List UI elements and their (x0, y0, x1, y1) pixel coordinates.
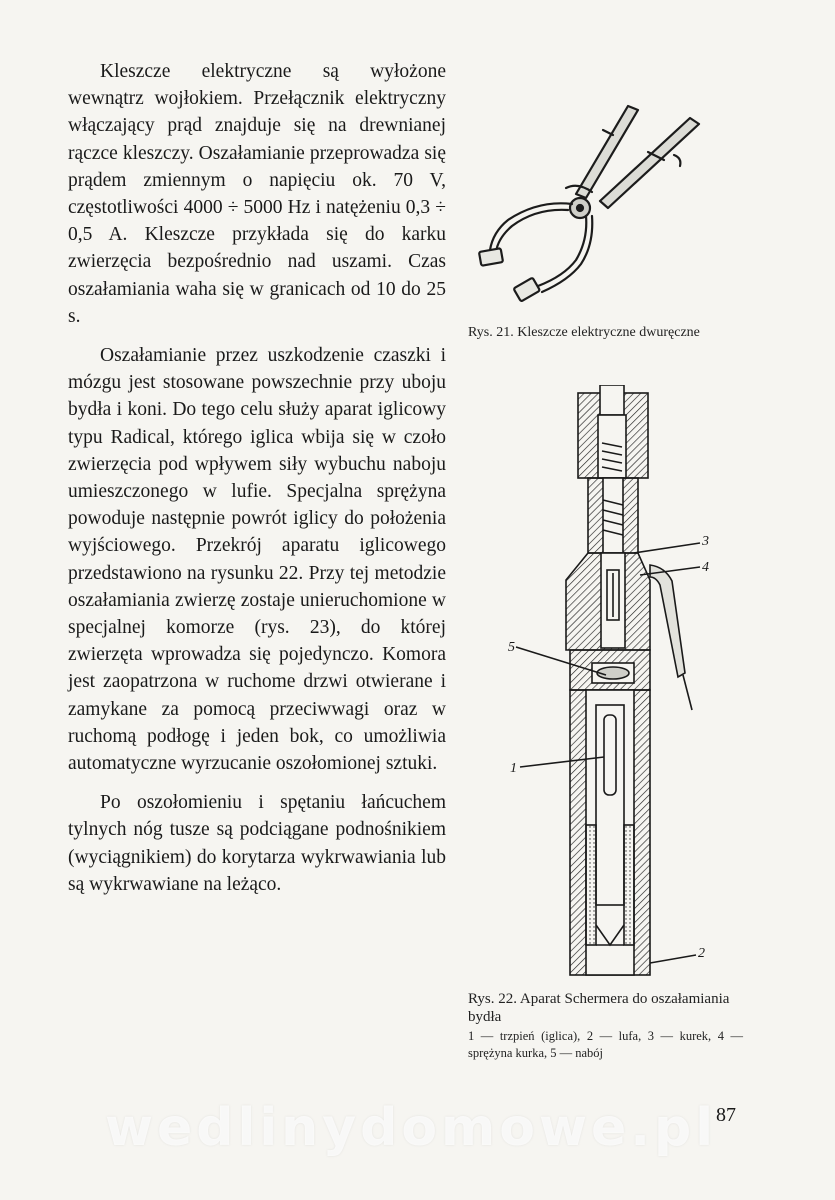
watermark: wedlinydomowe.pl (105, 1098, 718, 1158)
figure-21-electric-tongs (468, 100, 753, 320)
figure-22-legend: 1 — trzpień (iglica), 2 — lufa, 3 — kurek, 4 — sprężyna kurka, 5 — nabój (468, 1029, 743, 1060)
label-2: 2 (698, 946, 705, 961)
figure-22-caption (468, 990, 743, 1062)
figure-22-stunning-apparatus (500, 385, 740, 985)
label-3: 3 (702, 534, 709, 549)
figure-21-caption: Rys. 21. Kleszcze elektryczne dwuręczne (468, 325, 700, 340)
paragraph-1: Kleszcze elektryczne są wyłożone wewnątrz wojłokiem. Przełącznik elektryczny włączający prąd znajduje się na drewnianej rączce kleszczy. Oszałamianie przeprowadza się prądem zmiennym o napięciu ok. 70 V, częstotliwości 4000 ÷ 5000 Hz i natężeniu 0,3 ÷ 0,5 A. Kleszcze przykłada się do karku zwierzęcia bezpośrednio nad uszami. Czas oszałamiania waha się w granicach od 10 do 25 s. (68, 61, 446, 327)
body-text (68, 58, 446, 910)
page-number: 87 (716, 1104, 736, 1126)
label-4: 4 (702, 560, 709, 575)
figure-22-title: Rys. 22. Aparat Schermera do oszałamiania bydła (468, 991, 730, 1025)
label-1: 1 (510, 761, 517, 776)
paragraph-3: Po oszołomieniu i spętaniu łańcuchem tylnych nóg tusze są podciągane podnośnikiem (wyciągnikiem) do korytarza wykrwawiania lub są wykrwawiane na leżąco. (68, 792, 446, 895)
label-5: 5 (508, 640, 515, 655)
paragraph-2: Oszałamianie przez uszkodzenie czaszki i mózgu jest stosowane powszechnie przy uboju bydła i koni. Do tego celu służy aparat iglicowy typu Radical, którego iglica wbija się w czoło zwierzęcia pod wpływem siły wybuchu naboju umieszczonego w lufie. Specjalna sprężyna powoduje następnie powrót iglicy do położenia wyjściowego. Przekrój aparatu iglicowego przedstawiono na rysunku 22. Przy tej metodzie oszałamiania zwierzę zostaje unieruchomione w specjalnej komorze (rys. 23), do której zwierzęta wprowadza się pojedynczo. Komora jest zaopatrzona w ruchome drzwi otwierane i zamykane za pomocą przeciwwagi oraz w ruchomą podłogę i jeden bok, co umożliwia automatyczne wyrzucanie oszołomionej sztuki. (68, 345, 446, 775)
